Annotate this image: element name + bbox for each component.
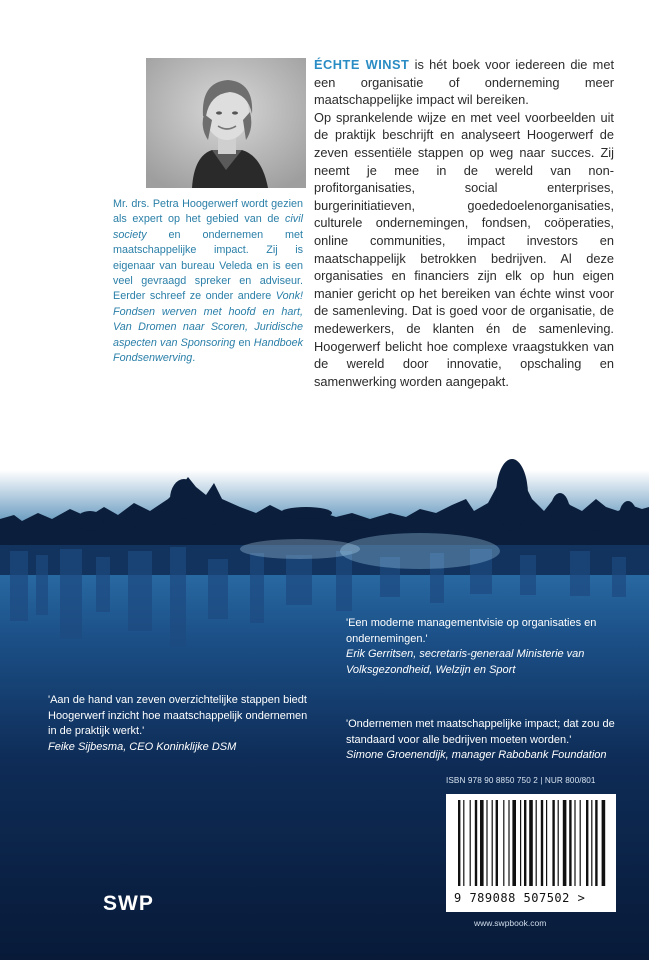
bio-book-titles: Vonk! Fondsen werven met hoofd en hart, Van Dromen naar Scoren, Juridische aspecten van Sponsoring [113, 290, 303, 349]
quote-text: 'Ondernemen met maatschappelijke impact; dat zou de standaard voor alle bedrijven moeten worden.' [346, 718, 615, 746]
author-photo [146, 58, 306, 188]
quote-source: Simone Groenendijk, manager Rabobank Foundation [346, 749, 607, 761]
barcode-bar [552, 800, 554, 886]
barcode-bar [569, 800, 571, 886]
barcode-bar [529, 800, 533, 886]
isbn-line: ISBN 978 90 8850 750 2 | NUR 800/801 [446, 776, 596, 785]
quote-source: Feike Sijbesma, CEO Koninklijke DSM [48, 740, 237, 753]
barcode-bar [580, 800, 581, 886]
barcode-bar [602, 800, 606, 886]
quote-gerritsen [346, 616, 631, 678]
barcode-bar [595, 800, 597, 886]
quote-text: 'Aan de hand van zeven overzichtelijke stappen biedt Hoogerwerf inzicht hoe maatschappelijk ondernemen in de praktijk werkt.' [48, 694, 308, 737]
barcode-bar [536, 800, 537, 886]
barcode-bar [591, 800, 592, 886]
bio-emphasis: civil society [113, 213, 303, 241]
bio-book-title: Handboek Fondsenwerving [113, 336, 303, 365]
publisher-logo: SWP [103, 892, 154, 915]
quote-groenendijk [346, 717, 636, 764]
description-intro: is hét boek voor iedereen die met een organisatie of onderneming meer maatschappelijke impact wil bereiken. [314, 57, 615, 108]
description-body: Op sprankelende wijze en met veel voorbeelden uit de praktijk beschrijft en analyseert Hoogerwerf de zeven essentiële stappen op weg naar succes. Zij neemt je mee in de wereld van non-profitorganisaties, social enterprises, burgerinitiatieven, goededoelenorganisaties, culturele ondernemingen, fondsen, coöperaties, online communities, impact investors en maatschappelijk betrokken bedrijven. Al deze organisaties en financiers zijn elk op hun eigen manier gericht op het bereiken van échte winst voor de samenleving. Dat is goed voor de organisatie, de medewerkers, de klanten én de samenleving. Hoogerwerf belicht hoe complexe vraagstukken van de wereld door innovatie, opschaling en samenwerking worden aangepakt. [314, 109, 614, 389]
quote-text: 'Een moderne managementvisie op organisaties en ondernemingen.' [346, 617, 597, 645]
barcode-bar [541, 800, 543, 886]
barcode-bar [558, 800, 559, 886]
quote-source: Erik Gerritsen, secretaris-generaal Ministerie van Volksgezondheid, Welzijn en Sport [346, 648, 585, 676]
barcode-bar [563, 800, 567, 886]
bio-text: . [192, 352, 196, 365]
publisher-website: www.swpbook.com [474, 918, 547, 928]
bio-text: Mr. drs. Petra Hoogerwerf wordt gezien als expert op het gebied van de [113, 198, 303, 226]
barcode-bar [546, 800, 547, 886]
quote-sijbesma [48, 693, 308, 755]
barcode-bar [512, 800, 516, 886]
barcode-bars [454, 800, 610, 888]
barcode-bar [496, 800, 498, 886]
author-bio [113, 197, 303, 366]
barcode-bar [475, 800, 477, 886]
barcode-bar [458, 800, 460, 886]
book-description [314, 56, 614, 390]
barcode-bar [586, 800, 588, 886]
barcode-bar [503, 800, 504, 886]
barcode-bar [480, 800, 484, 886]
barcode-bar [508, 800, 509, 886]
barcode-bar [463, 800, 464, 886]
barcode [446, 794, 616, 912]
bio-text: en [235, 336, 254, 349]
barcode-bar [574, 800, 575, 886]
bio-text: en ondernemen met maatschappelijke impact. Zij is eigenaar van bureau Veleda en is een veel gevraagd spreker en adviseur. Eerder schreef ze onder andere [113, 228, 303, 303]
barcode-bar [520, 800, 521, 886]
barcode-digits: 9 789088 507502 > [454, 891, 586, 905]
book-title-brand: ÉCHTE WINST [314, 57, 410, 72]
barcode-bar [470, 800, 471, 886]
barcode-bar [524, 800, 526, 886]
barcode-bar [486, 800, 487, 886]
barcode-bar [492, 800, 493, 886]
